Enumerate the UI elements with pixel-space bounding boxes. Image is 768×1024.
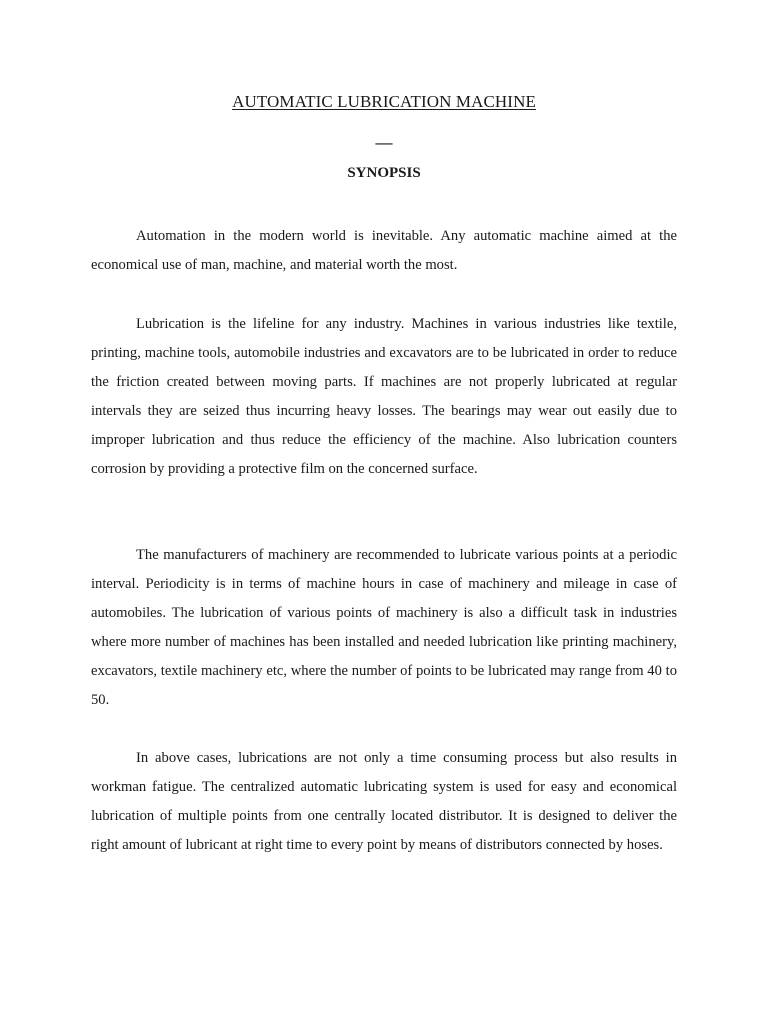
document-title: AUTOMATIC LUBRICATION MACHINE [232,92,536,111]
paragraph-centralized-system: In above cases, lubrications are not only a time consuming process but also results in workman fatigue. The centralized automatic lubricating system is used for easy and economical lubrication of multiple points from one centrally located distributor. It is designed to deliver the right amount of lubricant at right time to every point by means of distributors connected by hoses. [91,750,677,853]
title-dash: — [375,133,393,152]
paragraph-manufacturers: The manufacturers of machinery are recommended to lubricate various points at a periodic interval. Periodicity is in terms of machine hours in case of machinery and mileage in case of automobiles. The lubrication of various points of machinery is also a difficult task in industries where more number of machines has been installed and needed lubrication like printing machinery, excavators, textile machinery etc, where the number of points to be lubricated may range from 40 to 50. [91,547,677,708]
section-heading-synopsis: SYNOPSIS [347,165,421,181]
paragraph-automation: Automation in the modern world is inevitable. Any automatic machine aimed at the economical use of man, machine, and material worth the most. [91,228,677,273]
paragraph-lubrication-lifeline: Lubrication is the lifeline for any industry. Machines in various industries like textile, printing, machine tools, automobile industries and excavators are to be lubricated in order to reduce the friction created between moving parts. If machines are not properly lubricated at regular intervals they are seized thus incurring heavy losses. The bearings may wear out easily due to improper lubrication and thus reduce the efficiency of the machine. Also lubrication counters corrosion by providing a protective film on the concerned surface. [91,316,677,477]
